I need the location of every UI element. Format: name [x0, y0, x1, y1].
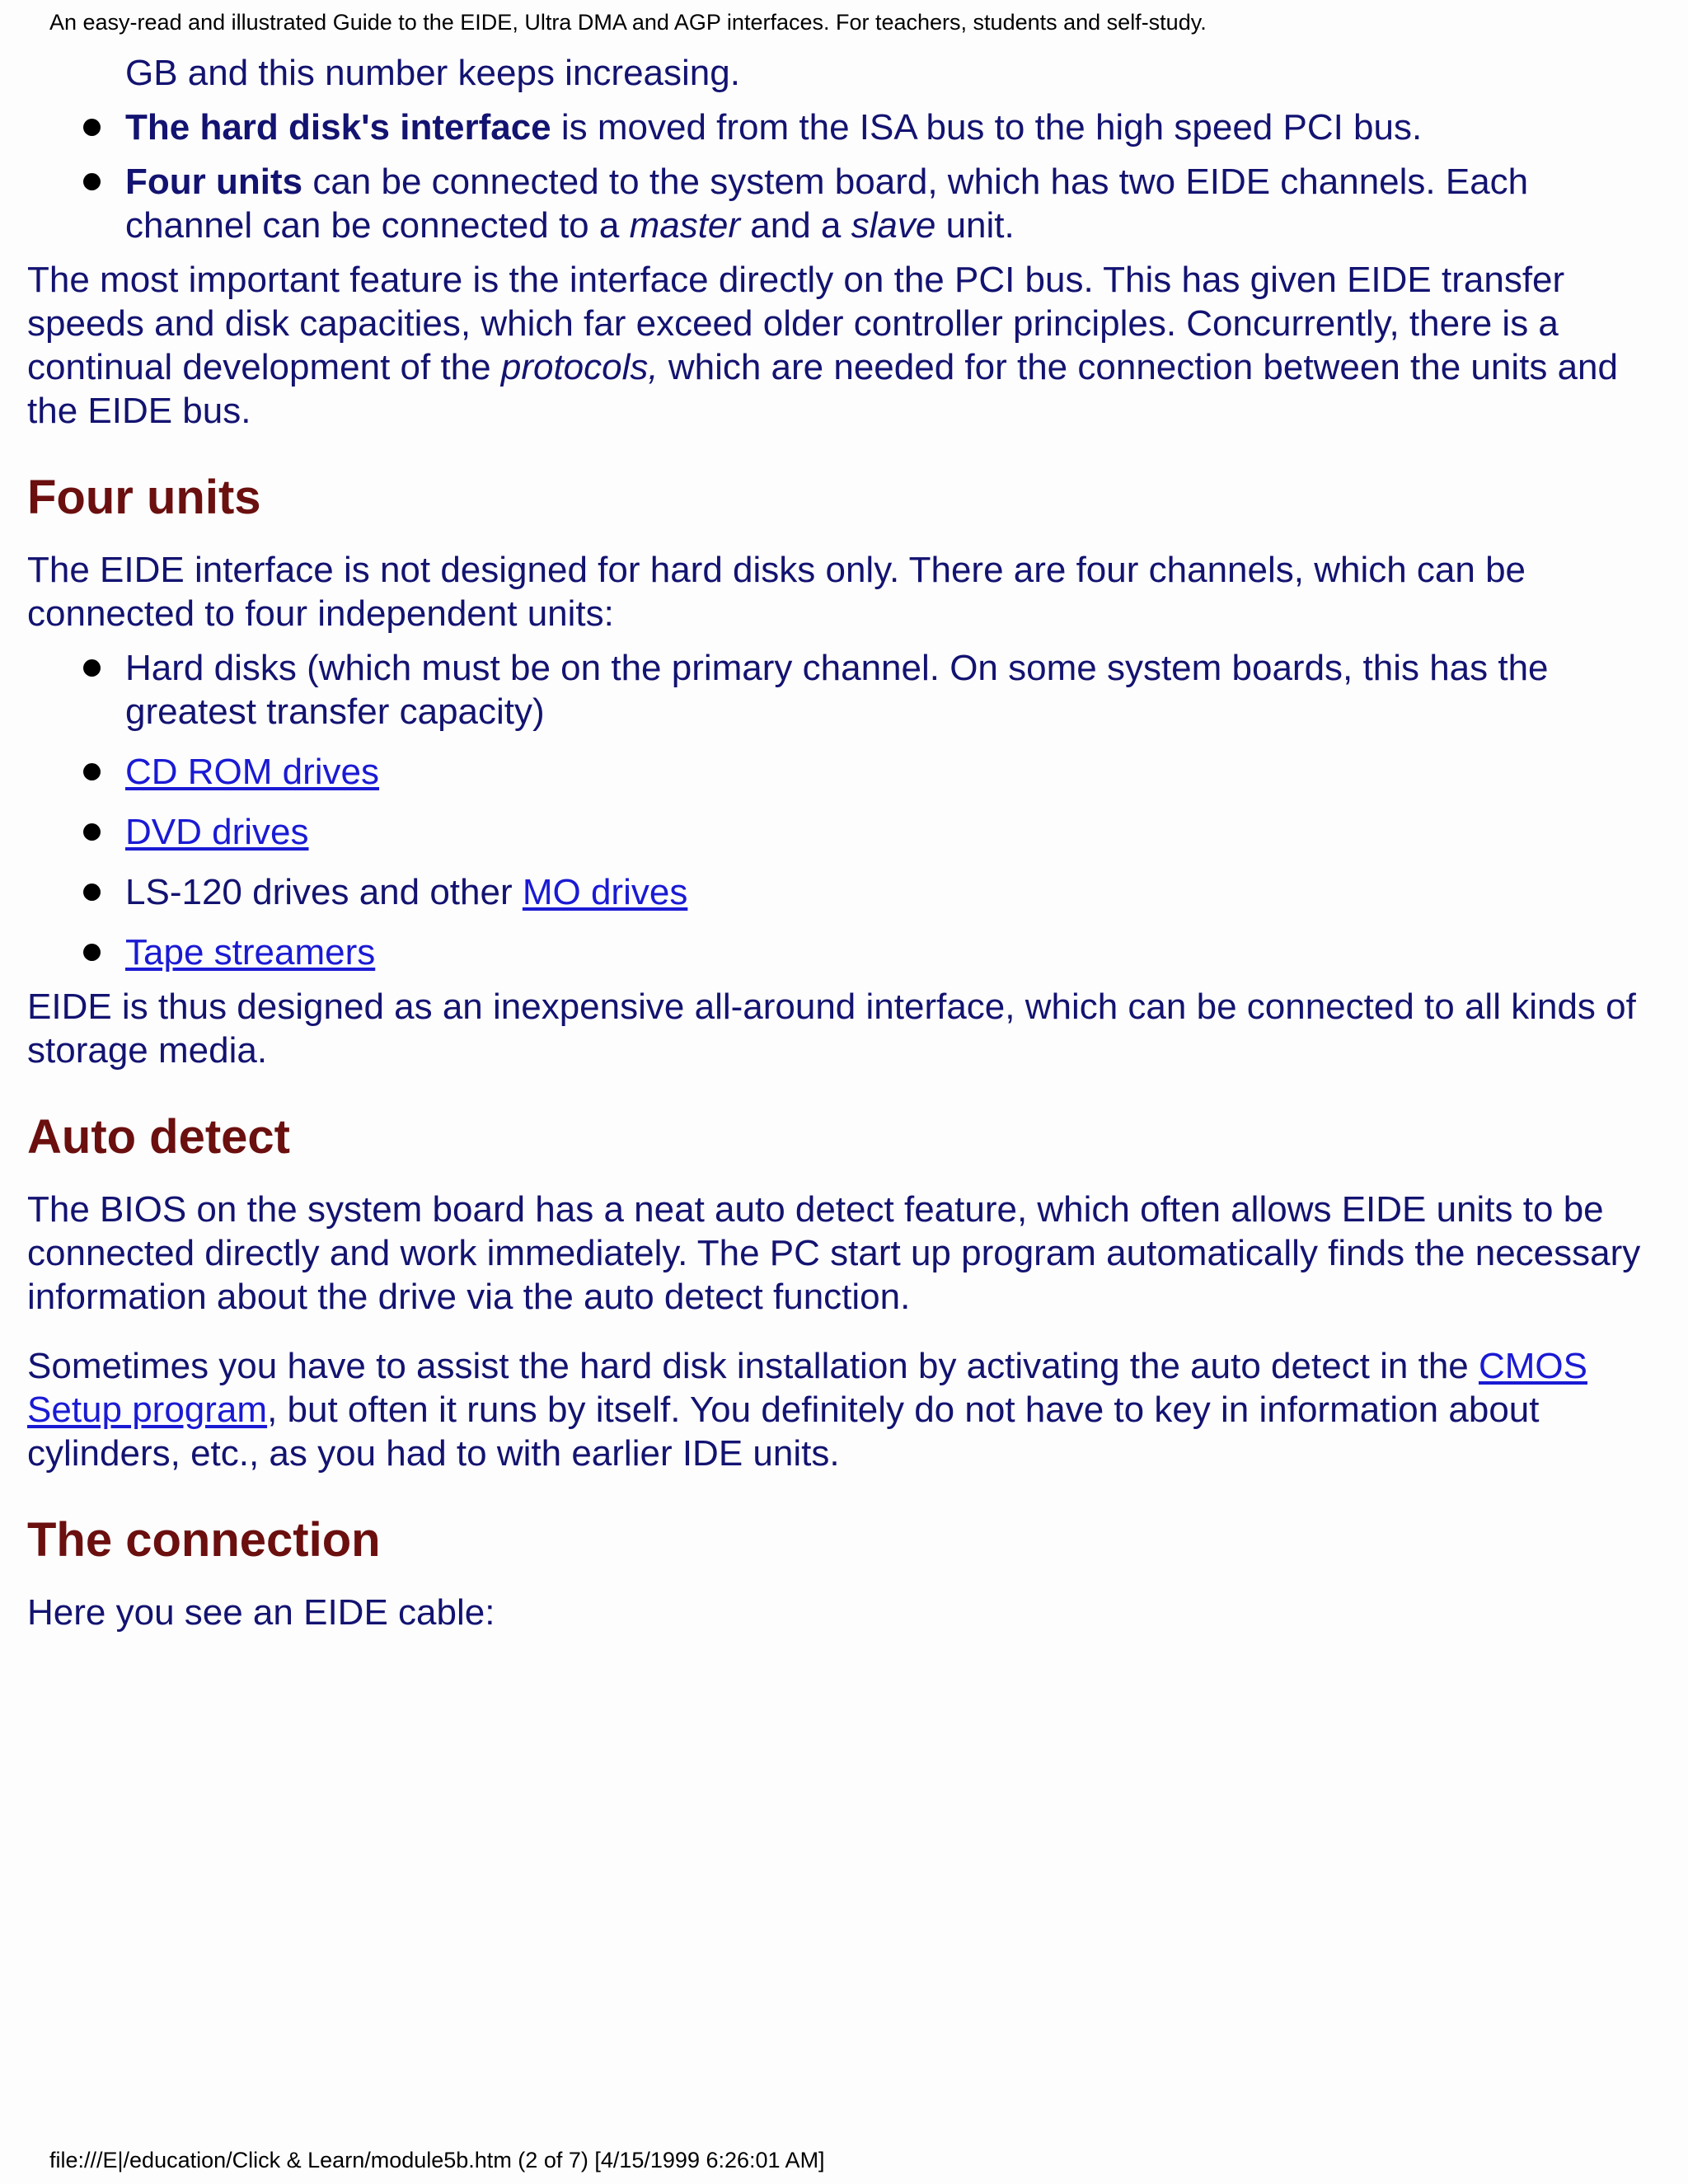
running-header: An easy-read and illustrated Guide to the EIDE, Ultra DMA and AGP interfaces. For teachers, students and self-study.: [49, 10, 1207, 35]
list-item-ls120: [27, 870, 1663, 914]
heading-connection: The connection: [27, 1513, 381, 1567]
bullet-icon: [83, 944, 101, 961]
paragraph-text: The most important feature is the interface directly on the PCI bus. This has given EIDE transfer speeds and disk capacities, which far exceed older controller principles. Concurrently, there is a continual development of the: [27, 260, 1565, 387]
list-item-text: unit.: [935, 205, 1015, 246]
bullet-icon: [83, 823, 101, 841]
pci-paragraph: [27, 258, 1663, 433]
heading-auto-detect: Auto detect: [27, 1110, 290, 1164]
bold-term: Four units: [125, 162, 303, 202]
list-item-tape: [27, 930, 1663, 974]
list-item-four-units: [27, 160, 1663, 247]
connection-paragraph: Here you see an EIDE cable:: [27, 1592, 495, 1633]
list-item-text: can be connected to the system board, which has two EIDE channels. Each channel can be connected to a: [125, 162, 1529, 246]
dvd-drives-link[interactable]: DVD drives: [125, 812, 309, 852]
continued-bullet-text: GB and this number keeps increasing.: [125, 53, 740, 93]
auto-detect-paragraph-2: [27, 1344, 1663, 1475]
bullet-icon: [83, 763, 101, 780]
list-item-text: LS-120 drives and other: [125, 872, 523, 912]
cd-rom-drives-link[interactable]: CD ROM drives: [125, 752, 380, 792]
mo-drives-link[interactable]: MO drives: [522, 872, 688, 912]
tape-streamers-link[interactable]: Tape streamers: [125, 932, 376, 972]
paragraph-text: Sometimes you have to assist the hard disk installation by activating the auto detect in the: [27, 1346, 1479, 1386]
bullet-icon: [83, 119, 101, 136]
paragraph-text: which are needed for the connection between the units and the EIDE bus.: [27, 347, 1618, 431]
list-item-text: Hard disks (which must be on the primary channel. On some system boards, this has the greatest transfer capacity): [125, 648, 1549, 732]
four-units-intro: The EIDE interface is not designed for hard disks only. There are four channels, which can be connected to four independent units:: [27, 550, 1526, 634]
list-item-interface: [27, 105, 1663, 149]
units-list: [27, 646, 1663, 974]
page-content: [27, 51, 1663, 1634]
list-item-dvd: [27, 810, 1663, 854]
feature-list: [27, 105, 1663, 247]
italic-term-slave: slave: [851, 205, 936, 246]
auto-detect-paragraph-1: The BIOS on the system board has a neat auto detect feature, which often allows EIDE units to be connected directly and work immediately. The PC start up program automatically finds the necessary information about the drive via the auto detect function.: [27, 1189, 1641, 1317]
heading-four-units: Four units: [27, 471, 261, 524]
bullet-icon: [83, 173, 101, 190]
list-item-text: and a: [740, 205, 851, 246]
list-item-hard-disks: [27, 646, 1663, 733]
list-item-text: is moved from the ISA bus to the high speed PCI bus.: [551, 107, 1423, 148]
italic-term-protocols: protocols,: [500, 347, 659, 387]
four-units-summary: EIDE is thus designed as an inexpensive all-around interface, which can be connected to all kinds of storage media.: [27, 987, 1636, 1071]
cmos-setup-link[interactable]: CMOS Setup program: [27, 1346, 1587, 1430]
bullet-icon: [83, 659, 101, 677]
running-footer: file:///E|/education/Click & Learn/module5b.htm (2 of 7) [4/15/1999 6:26:01 AM]: [49, 2148, 825, 2172]
list-item-cd-rom: [27, 750, 1663, 794]
bold-term: The hard disk's interface: [125, 107, 551, 148]
italic-term-master: master: [629, 205, 741, 246]
bullet-icon: [83, 883, 101, 901]
paragraph-text: , but often it runs by itself. You definitely do not have to key in information about cylinders, etc., as you had to with earlier IDE units.: [27, 1390, 1540, 1474]
